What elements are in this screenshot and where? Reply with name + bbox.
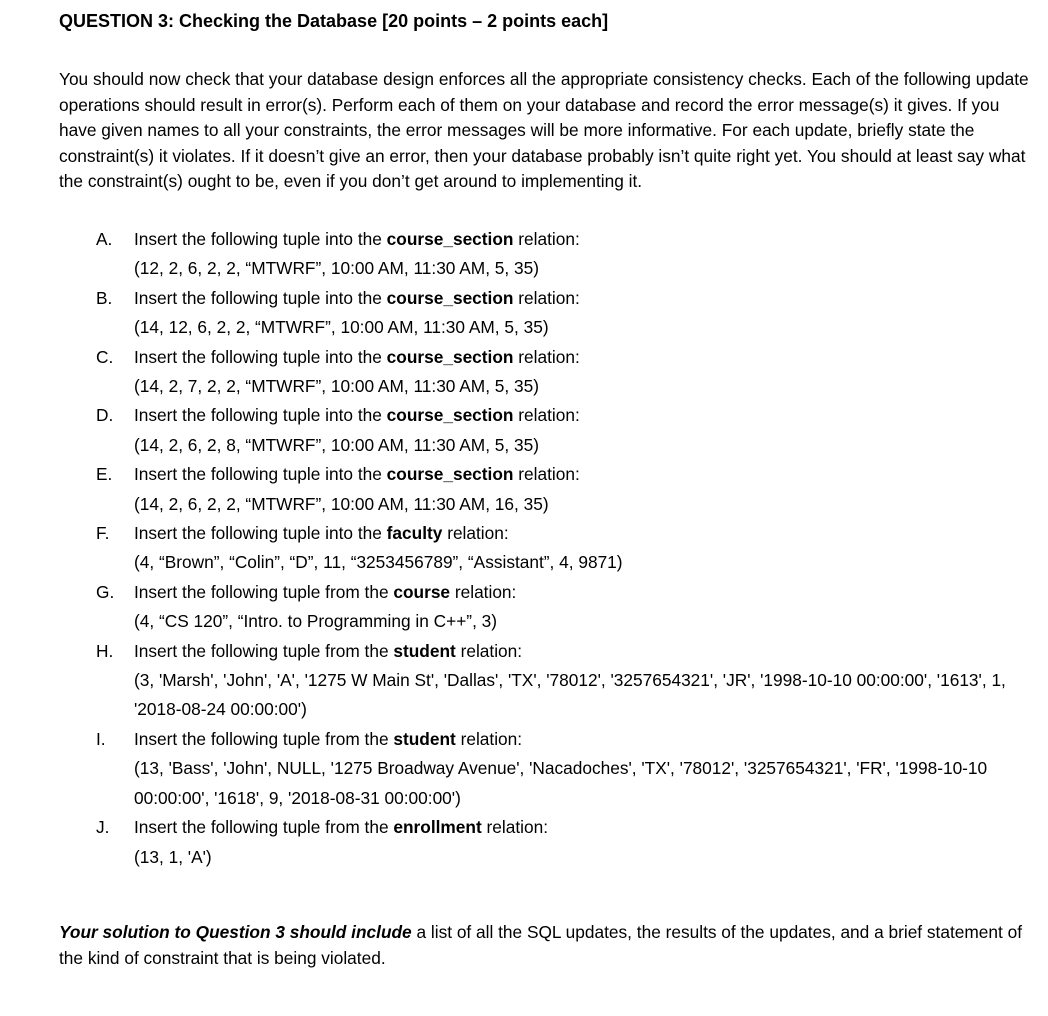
item-tuple: (3, 'Marsh', 'John', 'A', '1275 W Main St', 'Dallas', 'TX', '78012', '3257654321', 'JR', '1998-10-10 00:00:00', '1613', 1, '2018-08-24 00:00:00') <box>134 670 1006 720</box>
item-instruction <box>134 464 580 484</box>
item-letter: D. <box>96 405 114 426</box>
relation-name: faculty <box>386 523 443 544</box>
instruction-suffix: relation: <box>518 346 580 367</box>
list-item <box>96 725 1034 813</box>
list-item <box>96 284 1034 343</box>
instruction-suffix: relation: <box>460 640 523 661</box>
item-tuple: (12, 2, 6, 2, 2, “MTWRF”, 10:00 AM, 11:30 AM, 5, 35) <box>134 258 539 279</box>
list-item <box>96 637 1034 725</box>
instruction-suffix: relation: <box>454 581 517 602</box>
instruction-text: Insert the following tuple into the <box>134 523 382 544</box>
instruction-suffix: relation: <box>447 523 509 544</box>
relation-name: student <box>393 640 456 661</box>
item-tuple: (13, 1, 'A') <box>134 846 212 867</box>
instruction-text: Insert the following tuple into the <box>134 464 382 485</box>
instruction-text: Insert the following tuple from the <box>134 728 389 749</box>
item-instruction <box>134 288 580 308</box>
item-letter: J. <box>96 817 110 838</box>
item-tuple: (14, 2, 6, 2, 8, “MTWRF”, 10:00 AM, 11:30 AM, 5, 35) <box>134 434 539 455</box>
instruction-suffix: relation: <box>460 728 523 749</box>
list-item <box>96 343 1034 402</box>
instruction-text: Insert the following tuple from the <box>134 817 389 838</box>
item-instruction <box>134 817 548 837</box>
list-item <box>96 401 1034 460</box>
list-item <box>96 225 1034 284</box>
item-instruction <box>134 523 509 543</box>
instruction-text: Insert the following tuple into the <box>134 287 382 308</box>
instruction-suffix: relation: <box>518 228 580 249</box>
item-letter: B. <box>96 287 113 308</box>
item-letter: F. <box>96 523 110 544</box>
instruction-text: Insert the following tuple from the <box>134 581 389 602</box>
instruction-suffix: relation: <box>518 464 580 485</box>
list-item <box>96 460 1034 519</box>
solution-note <box>59 920 1034 971</box>
relation-name: course_section <box>386 405 514 426</box>
item-tuple: (4, “CS 120”, “Intro. to Programming in C++”, 3) <box>134 611 498 632</box>
item-instruction <box>134 582 516 602</box>
instruction-text: Insert the following tuple from the <box>134 640 389 661</box>
item-instruction <box>134 729 522 749</box>
update-list <box>59 225 1034 872</box>
item-letter: H. <box>96 640 114 661</box>
solution-emphasis: Your solution to Question 3 should include <box>59 921 412 942</box>
relation-name: course_section <box>386 346 514 367</box>
document-page <box>59 10 1034 971</box>
item-instruction <box>134 405 580 425</box>
instruction-suffix: relation: <box>518 287 580 308</box>
item-tuple: (4, “Brown”, “Colin”, “D”, 11, “3253456789”, “Assistant”, 4, 9871) <box>134 552 623 573</box>
relation-name: course <box>393 581 451 602</box>
instruction-text: Insert the following tuple into the <box>134 228 382 249</box>
relation-name: student <box>393 728 456 749</box>
relation-name: course_section <box>386 228 514 249</box>
instruction-suffix: relation: <box>518 405 580 426</box>
item-tuple: (14, 2, 6, 2, 2, “MTWRF”, 10:00 AM, 11:30 AM, 16, 35) <box>134 493 549 514</box>
intro-paragraph: You should now check that your database design enforces all the appropriate consistency checks. Each of the following update operations should result in error(s). Perform each of them on your database and record the error message(s) it gives. If you have given names to all your constraints, the error messages will be more informative. For each update, briefly state the constraint(s) it violates. If it doesn’t give an error, then your database probably isn’t quite right yet. You should at least say what the constraint(s) ought to be, even if you don’t get around to implementing it. <box>59 69 1029 192</box>
list-item <box>96 519 1034 578</box>
list-item <box>96 578 1034 637</box>
item-instruction <box>134 347 580 367</box>
item-letter: E. <box>96 464 113 485</box>
relation-name: course_section <box>386 287 514 308</box>
item-letter: G. <box>96 581 115 602</box>
relation-name: enrollment <box>393 817 482 838</box>
list-item <box>96 813 1034 872</box>
question-heading: QUESTION 3: Checking the Database [20 points – 2 points each] <box>59 11 609 31</box>
instruction-text: Insert the following tuple into the <box>134 405 382 426</box>
solution-text: a list of all the SQL updates, the results of the updates, and a brief statement of the kind of constraint that is being violated. <box>59 921 1023 968</box>
instruction-suffix: relation: <box>486 817 549 838</box>
item-letter: I. <box>96 728 106 749</box>
item-tuple: (14, 2, 7, 2, 2, “MTWRF”, 10:00 AM, 11:30 AM, 5, 35) <box>134 376 539 396</box>
item-instruction <box>134 641 522 661</box>
item-letter: C. <box>96 346 114 367</box>
item-tuple: (14, 12, 6, 2, 2, “MTWRF”, 10:00 AM, 11:30 AM, 5, 35) <box>134 317 549 338</box>
relation-name: course_section <box>386 464 514 485</box>
item-letter: A. <box>96 228 113 249</box>
instruction-text: Insert the following tuple into the <box>134 346 382 367</box>
item-tuple: (13, 'Bass', 'John', NULL, '1275 Broadway Avenue', 'Nacadoches', 'TX', '78012', '3257654321', 'FR', '1998-10-10 00:00:00', '1618', 9, '2018-08-31 00:00:00') <box>134 758 988 808</box>
item-instruction <box>134 229 580 249</box>
